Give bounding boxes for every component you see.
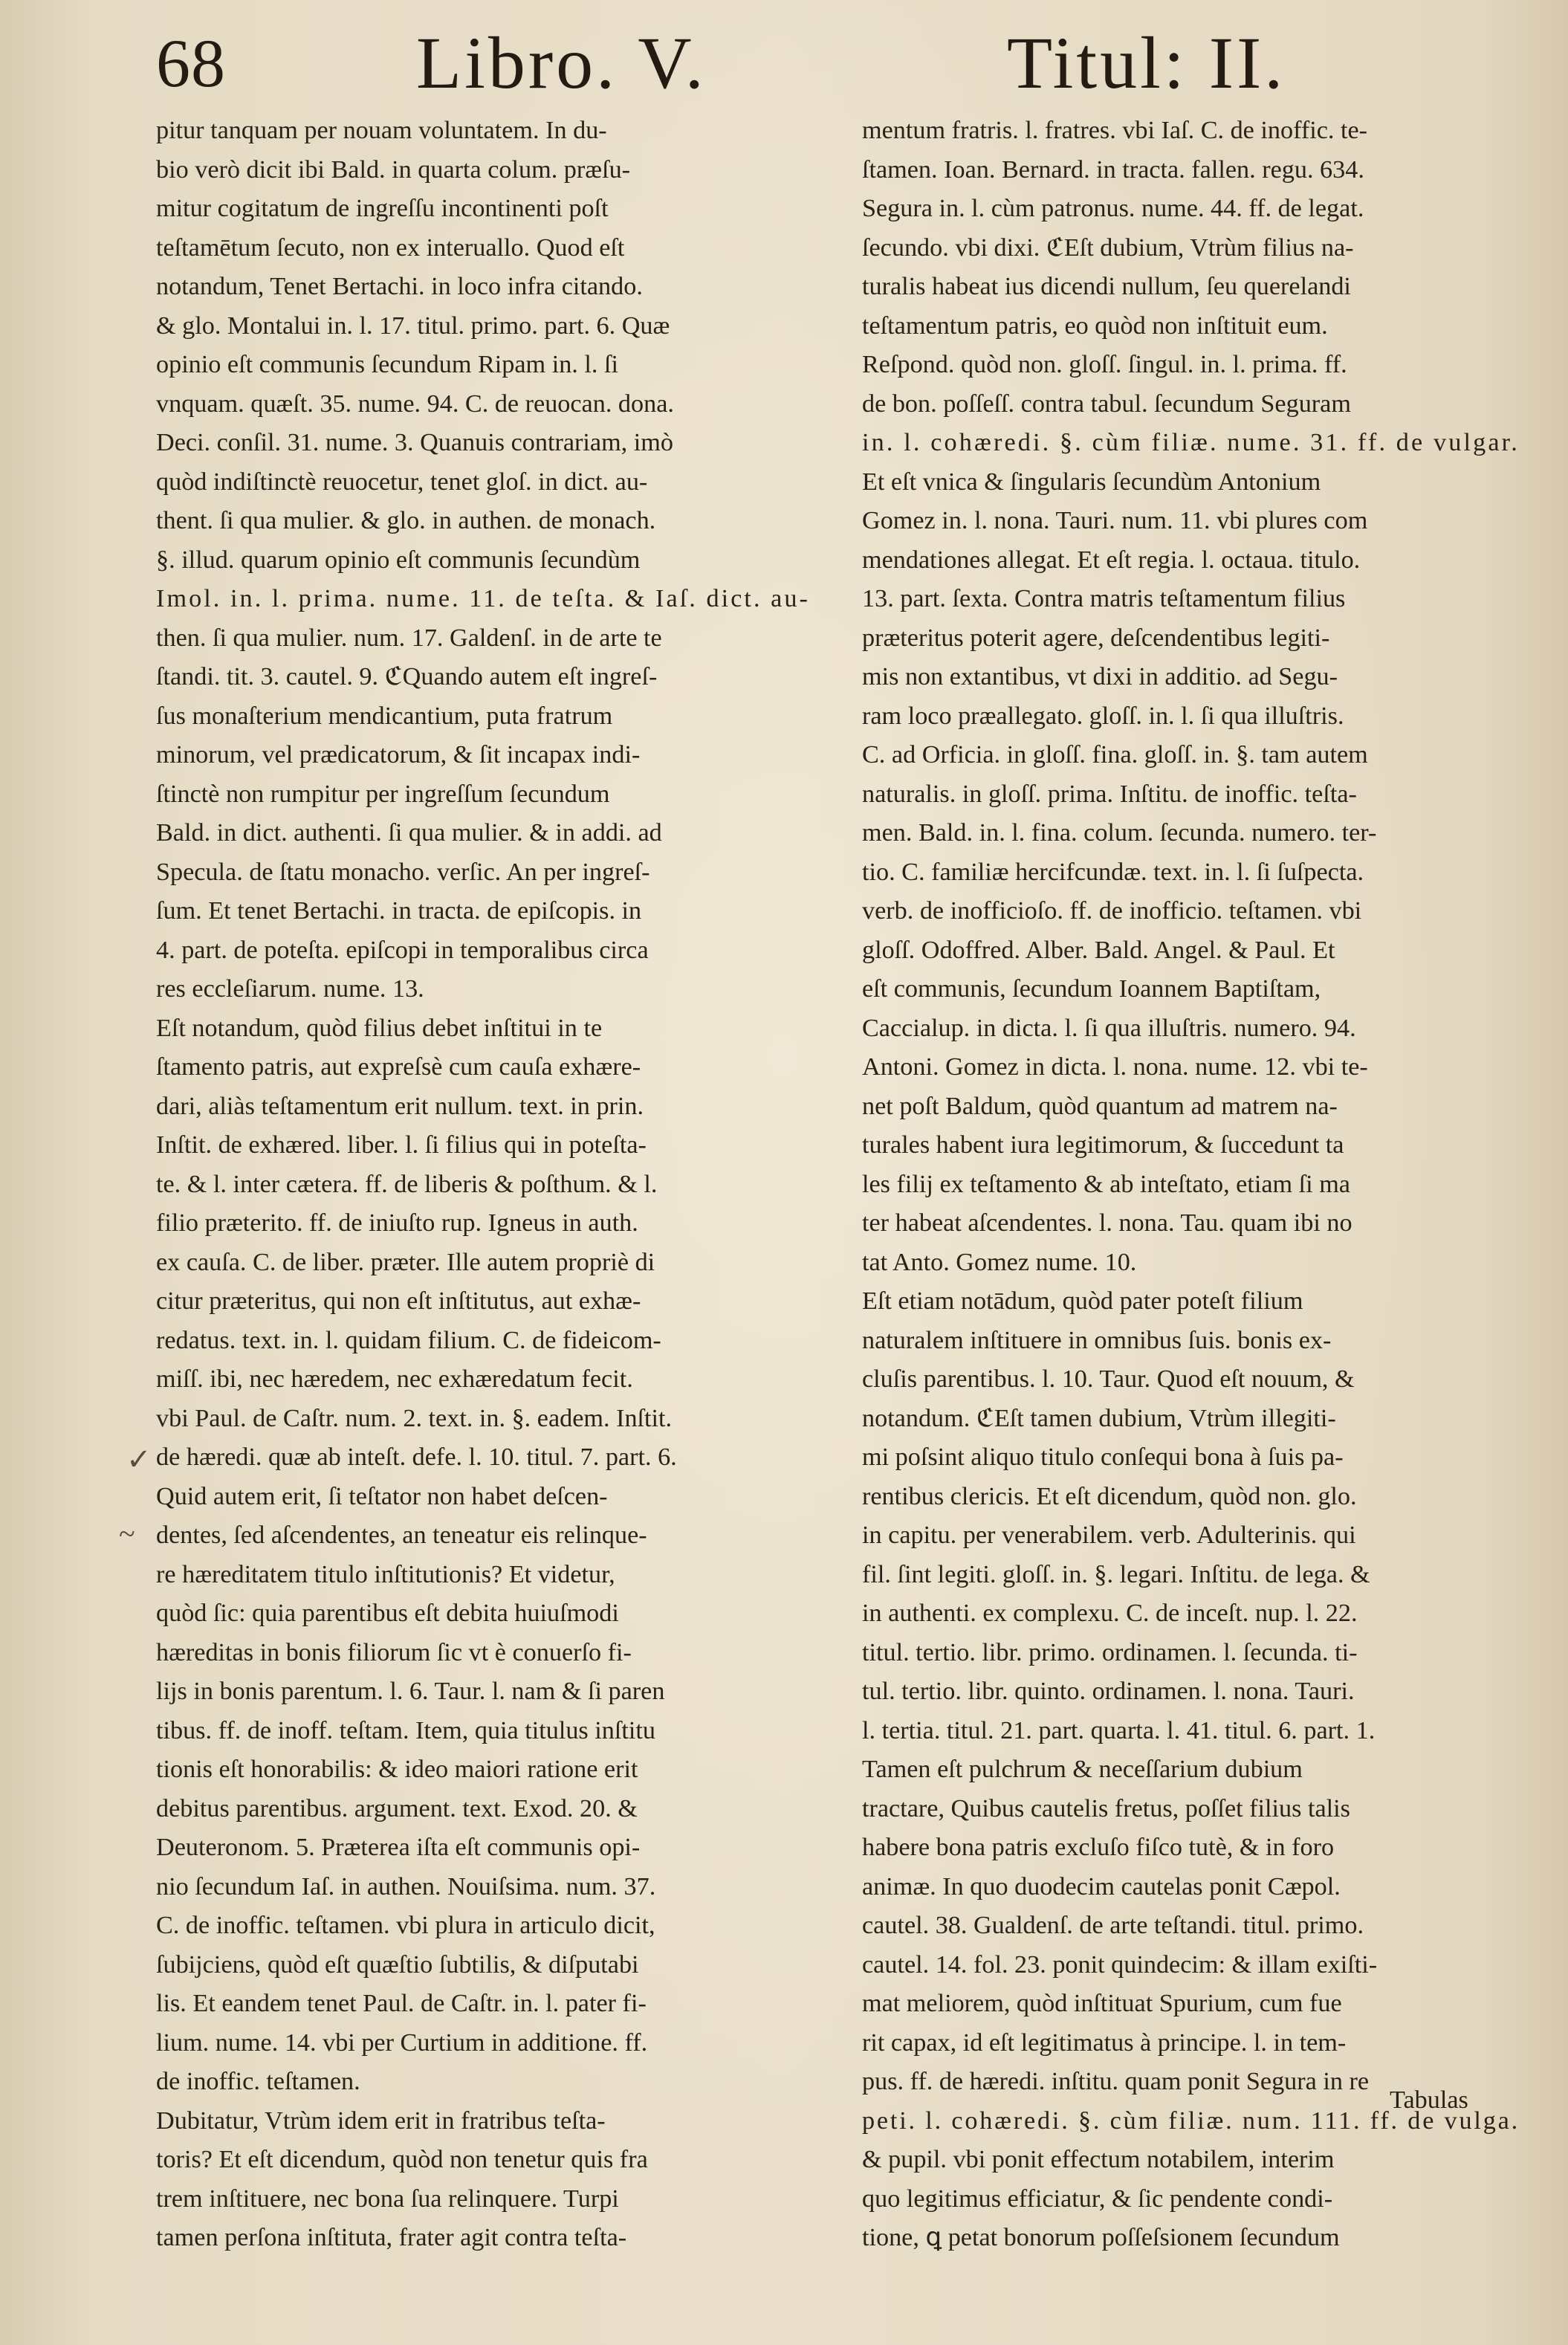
text-line: pus. ff. de hæredi. inſtitu. quam ponit Segura in re — [862, 2068, 1370, 2095]
text-line: C. de inoffic. teſtamen. vbi plura in articulo dicit, — [156, 1912, 655, 1939]
running-head-titulus: Titul: II. — [1007, 22, 1286, 104]
text-line: pitur tanquam per nouam voluntatem. In du- — [156, 117, 607, 144]
text-line: Et eſt vnica & ſingularis ſecundùm Antonium — [862, 468, 1321, 496]
catchword: Tabulas — [1390, 2086, 1468, 2114]
text-line: tio. C. familiæ hercifcundæ. text. in. l. ſi ſuſpecta. — [862, 858, 1364, 886]
text-line: vbi Paul. de Caſtr. num. 2. text. in. §. eadem. Inſtit. — [156, 1404, 673, 1432]
text-line: Eſt etiam notādum, quòd pater poteſt filium — [862, 1287, 1303, 1315]
text-line: men. Bald. in. l. fina. colum. ſecunda. numero. ter- — [862, 819, 1377, 847]
text-line: Tamen eſt pulchrum & neceſſarium dubium — [862, 1756, 1303, 1783]
text-line: teſtamentum patris, eo quòd non inſtituit eum. — [862, 311, 1328, 340]
text-line: §. illud. quarum opinio eſt communis ſecundùm — [156, 546, 641, 574]
text-line: l. tertia. titul. 21. part. quarta. l. 41. titul. 6. part. 1. — [862, 1716, 1376, 1744]
text-line: peti. l. cohæredi. §. cùm filiæ. num. 111. ff. de vulga. — [862, 2106, 1520, 2135]
text-line: res eccleſiarum. nume. 13. — [156, 975, 424, 1003]
text-line: rentibus clericis. Et eſt dicendum, quòd non. glo. — [862, 1482, 1357, 1510]
text-line: & glo. Montalui in. l. 17. titul. primo. part. 6. Quæ — [156, 311, 670, 340]
text-line: Specula. de ſtatu monacho. verſic. An per ingreſ- — [156, 858, 650, 886]
text-line: turales habent iura legitimorum, & ſuccedunt ta — [862, 1131, 1344, 1159]
text-line: de hæredi. quæ ab inteſt. defe. l. 10. titul. 7. part. 6. — [156, 1443, 677, 1471]
text-line: net poſt Baldum, quòd quantum ad matrem na- — [862, 1092, 1338, 1120]
text-line: hæreditas in bonis filiorum ſic vt è conuerſo fi- — [156, 1638, 632, 1666]
text-line: ſtandi. tit. 3. cautel. 9. ℭQuando autem eſt ingreſ- — [156, 663, 658, 690]
text-line: verb. de inofficioſo. ff. de inofficio. teſtamen. vbi — [862, 897, 1362, 925]
text-line: miſſ. ibi, nec hæredem, nec exhæredatum fecit. — [156, 1365, 633, 1393]
text-line: ſtamento patris, aut expreſsè cum cauſa exhære- — [156, 1053, 641, 1081]
text-line: filio præterito. ff. de iniuſto rup. Igneus in auth. — [156, 1209, 638, 1237]
text-line: mi poſsint aliquo titulo conſequi bona à ſuis pa- — [862, 1443, 1344, 1471]
text-line: tibus. ff. de inoff. teſtam. Item, quia titulus inſtitu — [156, 1716, 655, 1744]
text-line: then. ſi qua mulier. num. 17. Galdenſ. in de arte te — [156, 624, 662, 652]
text-line: Gomez in. l. nona. Tauri. num. 11. vbi plures com — [862, 507, 1368, 534]
text-line: Segura in. l. cùm patronus. nume. 44. ff. de legat. — [862, 195, 1364, 222]
text-line: quòd indiſtinctè reuocetur, tenet gloſ. in dict. au- — [156, 468, 648, 496]
text-line: mitur cogitatum de ingreſſu incontinenti poſt — [156, 195, 609, 222]
text-line: ex cauſa. C. de liber. præter. Ille autem propriè di — [156, 1248, 655, 1276]
text-line: cautel. 14. fol. 23. ponit quindecim: & illam exiſti- — [862, 1950, 1378, 1979]
text-line: naturalis. in gloſſ. prima. Inſtitu. de inoffic. teſta- — [862, 780, 1357, 808]
text-line: tat Anto. Gomez nume. 10. — [862, 1248, 1137, 1276]
text-line: notandum, Tenet Bertachi. in loco infra citando. — [156, 273, 643, 300]
text-line: Bald. in dict. authenti. ſi qua mulier. & in addi. ad — [156, 819, 662, 847]
text-line: opinio eſt communis ſecundum Ripam in. l. ſi — [156, 351, 618, 378]
text-line: 13. part. ſexta. Contra matris teſtamentum filius — [862, 585, 1346, 612]
text-line: titul. tertio. libr. primo. ordinamen. l. ſecunda. ti- — [862, 1638, 1358, 1666]
text-line: ſecundo. vbi dixi. ℭEſt dubium, Vtrùm filius na- — [862, 233, 1354, 262]
text-line: lijs in bonis parentum. l. 6. Taur. l. nam & ſi paren — [156, 1678, 665, 1705]
text-line: & pupil. vbi ponit effectum notabilem, interim — [862, 2146, 1335, 2173]
text-line: in capitu. per venerabilem. verb. Adulterinis. qui — [862, 1521, 1356, 1549]
text-line: cluſis parentibus. l. 10. Taur. Quod eſt nouum, & — [862, 1365, 1355, 1393]
text-line: fil. ſint legiti. gloſſ. in. §. legari. Inſtitu. de lega. & — [862, 1560, 1370, 1588]
text-line: mat meliorem, quòd inſtituat Spurium, cum fue — [862, 1990, 1342, 2017]
margin-tilde-mark: ~ — [119, 1517, 135, 1550]
text-line: les filij ex teſtamento & ab inteſtato, etiam ſi ma — [862, 1170, 1350, 1198]
text-line: ſubijciens, quòd eſt quæſtio ſubtilis, & diſputabi — [156, 1950, 639, 1979]
text-line: ſum. Et tenet Bertachi. in tracta. de epiſcopis. in — [156, 897, 642, 925]
text-line: teſtamētum ſecuto, non ex interuallo. Quod eſt — [156, 233, 625, 262]
text-line: ſus monaſterium mendicantium, puta fratrum — [156, 702, 613, 730]
text-line: tione, ꝗ petat bonorum poſſeſsionem ſecundum — [862, 2224, 1340, 2251]
text-line: notandum. ℭEſt tamen dubium, Vtrùm illegiti- — [862, 1404, 1336, 1432]
text-line: debitus parentibus. argument. text. Exod. 20. & — [156, 1794, 638, 1822]
text-line: Deci. conſil. 31. nume. 3. Quanuis contrariam, imò — [156, 429, 673, 456]
text-line: lis. Et eandem tenet Paul. de Caſtr. in. l. pater fi- — [156, 1990, 647, 2017]
text-line: habere bona patris excluſo fiſco tutè, & in foro — [862, 1834, 1335, 1861]
text-line: toris? Et eſt dicendum, quòd non tenetur quis fra — [156, 2146, 648, 2173]
text-line: gloſſ. Odoffred. Alber. Bald. Angel. & Paul. Et — [862, 936, 1335, 964]
text-line: ram loco præallegato. gloſſ. in. l. ſi qua illuſtris. — [862, 702, 1344, 730]
text-line: Imol. in. l. prima. nume. 11. de teſta. & Iaſ. dict. au- — [156, 585, 810, 612]
text-line: mendationes allegat. Et eſt regia. l. octaua. titulo. — [862, 546, 1361, 574]
text-line: naturalem inſtituere in omnibus ſuis. bonis ex- — [862, 1326, 1332, 1354]
text-line: 4. part. de poteſta. epiſcopi in temporalibus circa — [156, 936, 649, 964]
text-line: præteritus poterit agere, deſcendentibus legiti- — [862, 624, 1330, 652]
text-line: tionis eſt honorabilis: & ideo maiori ratione erit — [156, 1756, 638, 1783]
text-line: cautel. 38. Gualdenſ. de arte teſtandi. titul. primo. — [862, 1912, 1364, 1939]
text-line: C. ad Orficia. in gloſſ. fina. gloſſ. in. §. tam autem — [862, 741, 1368, 769]
text-line: tractare, Quibus cautelis fretus, poſſet filius talis — [862, 1794, 1350, 1822]
text-line: Caccialup. in dicta. l. ſi qua illuſtris. numero. 94. — [862, 1014, 1356, 1042]
text-line: in. l. cohæredi. §. cùm filiæ. nume. 31. ff. de vulgar. — [862, 429, 1520, 456]
text-line: mis non extantibus, vt dixi in additio. ad Segu- — [862, 663, 1338, 690]
text-line: tul. tertio. libr. quinto. ordinamen. l. nona. Tauri. — [862, 1678, 1355, 1705]
text-line: animæ. In quo duodecim cautelas ponit Cæpol. — [862, 1872, 1341, 1901]
text-line: dari, aliàs teſtamentum erit nullum. text. in prin. — [156, 1092, 644, 1120]
running-head-liber: Libro. V. — [416, 22, 707, 104]
text-line: trem inſtituere, nec bona ſua relinquere. Turpi — [156, 2184, 619, 2213]
text-line: Dubitatur, Vtrùm idem erit in fratribus teſta- — [156, 2106, 606, 2135]
text-line: redatus. text. in. l. quidam filium. C. de fideicom- — [156, 1326, 661, 1354]
text-line: rit capax, id eſt legitimatus à principe. l. in tem- — [862, 2028, 1347, 2057]
text-line: thent. ſi qua mulier. & glo. in authen. de monach. — [156, 507, 656, 534]
text-line: de bon. poſſeſſ. contra tabul. ſecundum Seguram — [862, 389, 1351, 418]
text-line: ſtinctè non rumpitur per ingreſſum ſecundum — [156, 780, 610, 808]
right-text-column — [862, 111, 1520, 2258]
text-line: Antoni. Gomez in dicta. l. nona. nume. 12. vbi te- — [862, 1053, 1368, 1081]
text-line: ter habeat aſcendentes. l. nona. Tau. quam ibi no — [862, 1209, 1352, 1237]
text-line: tamen perſona inſtituta, frater agit contra teſta- — [156, 2224, 627, 2251]
page-number: 68 — [156, 25, 226, 101]
text-line: quòd ſic: quia parentibus eſt debita huiuſmodi — [156, 1600, 619, 1627]
text-line: Inſtit. de exhæred. liber. l. ſi filius qui in poteſta- — [156, 1131, 647, 1159]
text-line: lium. nume. 14. vbi per Curtium in additione. ff. — [156, 2028, 648, 2057]
text-line: vnquam. quæſt. 35. nume. 94. C. de reuocan. dona. — [156, 389, 674, 418]
text-line: turalis habeat ius dicendi nullum, ſeu querelandi — [862, 273, 1351, 300]
text-line: quo legitimus efficiatur, & ſic pendente condi- — [862, 2184, 1333, 2213]
margin-check-mark: ✓ — [126, 1443, 152, 1476]
text-line: Eſt notandum, quòd filius debet inſtitui in te — [156, 1014, 603, 1042]
text-line: ſtamen. Ioan. Bernard. in tracta. fallen. regu. 634. — [862, 155, 1364, 184]
text-line: re hæreditatem titulo inſtitutionis? Et videtur, — [156, 1560, 615, 1588]
text-line: Quid autem erit, ſi teſtator non habet deſcen- — [156, 1482, 608, 1510]
text-line: in authenti. ex complexu. C. de inceſt. nup. l. 22. — [862, 1600, 1358, 1627]
text-line: dentes, ſed aſcendentes, an teneatur eis relinque- — [156, 1521, 647, 1549]
text-line: te. & l. inter cætera. ff. de liberis & poſthum. & l. — [156, 1170, 658, 1198]
text-line: eſt communis, ſecundum Ioannem Baptiſtam, — [862, 975, 1321, 1003]
text-line: Reſpond. quòd non. gloſſ. ſingul. in. l. prima. ff. — [862, 351, 1347, 378]
text-line: mentum fratris. l. fratres. vbi Iaſ. C. de inoffic. te- — [862, 117, 1368, 144]
left-text-column — [156, 111, 810, 2258]
text-line: de inoffic. teſtamen. — [156, 2068, 360, 2095]
text-line: Deuteronom. 5. Præterea iſta eſt communis opi- — [156, 1834, 641, 1861]
text-line: minorum, vel prædicatorum, & ſit incapax indi- — [156, 741, 641, 769]
text-line: citur præteritus, qui non eſt inſtitutus, aut exhæ- — [156, 1287, 641, 1315]
text-line: nio ſecundum Iaſ. in authen. Nouiſsima. num. 37. — [156, 1872, 656, 1901]
text-line: bio verò dicit ibi Bald. in quarta colum. præſu- — [156, 155, 631, 184]
